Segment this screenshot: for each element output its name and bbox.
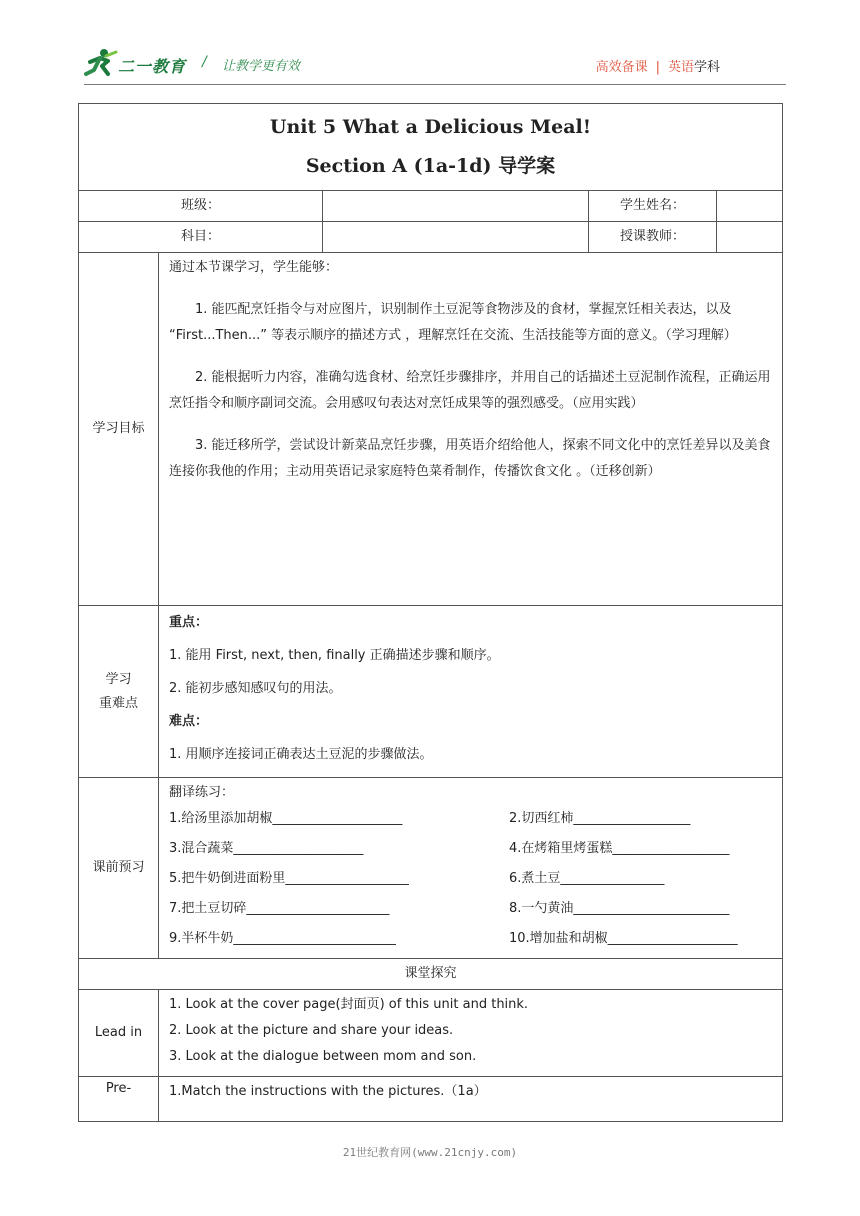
preview-item[interactable]: 5.把牛奶倒进面粉里___________________ <box>169 871 409 886</box>
runner-logo-icon <box>84 48 118 78</box>
preview-content <box>159 778 783 959</box>
lead-in-item: 1. Look at the cover page(封面页) of this unit and think. <box>169 997 529 1012</box>
header-subject-colored: 英语 <box>667 60 694 75</box>
goals-intro: 通过本节课学习，学生能够： <box>169 260 339 275</box>
preview-item[interactable]: 4.在烤箱里烤蛋糕__________________ <box>509 841 730 856</box>
preview-item[interactable]: 2.切西红柿__________________ <box>509 811 691 826</box>
pre-content <box>159 1077 783 1122</box>
teacher-label: 授课教师： <box>589 222 717 253</box>
header-separator: | <box>655 60 660 75</box>
student-name-field[interactable] <box>717 191 783 222</box>
key-item: 2. 能初步感知感叹句的用法。 <box>169 681 342 696</box>
header-divider <box>84 84 786 85</box>
header-slash: / <box>202 54 207 70</box>
goals-content <box>159 253 783 606</box>
preview-item[interactable]: 8.一勺黄油________________________ <box>509 901 730 916</box>
preview-item[interactable]: 9.半杯牛奶_________________________ <box>169 931 396 946</box>
preview-exercises <box>169 806 772 952</box>
page-header <box>0 0 860 90</box>
goal-item: 3. 能迁移所学，尝试设计新菜品烹饪步骤，用英语介绍给他人，探索不同文化中的烹饪差异以及美食连接你我他的作用；主动用英语记录家庭特色菜肴制作，传播饮食文化 。（迁移创新） <box>169 438 771 479</box>
goal-item: 1. 能匹配烹饪指令与对应图片，识别制作土豆泥等食物涉及的食材，掌握烹饪相关表达，以及 “First...Then...” 等表示顺序的描述方式 ，理解烹饪在交流、生活技能等方面的意义。（学习理解） <box>169 302 737 343</box>
pre-label: Pre- <box>79 1077 159 1122</box>
lead-in-label: Lead in <box>79 990 159 1077</box>
student-name-label: 学生姓名： <box>589 191 717 222</box>
subject-field[interactable] <box>323 222 589 253</box>
brand-slogan: 让教学更有效 <box>222 59 301 74</box>
teacher-field[interactable] <box>717 222 783 253</box>
preview-item[interactable]: 10.增加盐和胡椒____________________ <box>509 931 738 946</box>
preview-heading: 翻译练习： <box>169 785 235 800</box>
lead-in-content <box>159 990 783 1077</box>
header-prep-label: 高效备课 <box>595 60 648 75</box>
goals-label: 学习目标 <box>79 253 159 606</box>
difficult-item: 1. 用顺序连接词正确表达土豆泥的步骤做法。 <box>169 747 433 762</box>
goal-item: 2. 能根据听力内容，准确勾选食材、给烹饪步骤排序，并用自己的话描述土豆泥制作流程，正确运用烹饪指令和顺序副词交流。会用感叹句表达对烹饪成果等的强烈感受。（应用实践） <box>169 370 771 411</box>
pre-item: 1.Match the instructions with the pictures.（1a） <box>169 1084 487 1099</box>
preview-item[interactable]: 7.把土豆切碎______________________ <box>169 901 390 916</box>
preview-label: 课前预习 <box>79 778 159 959</box>
key-points-label-line2: 重难点 <box>98 695 138 711</box>
class-label: 班级： <box>79 191 323 222</box>
brand-name: 二一教育 <box>118 57 187 76</box>
header-subject <box>596 56 720 75</box>
preview-item[interactable]: 1.给汤里添加胡椒____________________ <box>169 811 403 826</box>
key-points-content <box>159 606 783 778</box>
class-field[interactable] <box>323 191 589 222</box>
lead-in-item: 3. Look at the dialogue between mom and son. <box>169 1049 477 1064</box>
classroom-exploration-heading: 课堂探究 <box>79 959 783 990</box>
page-footer[interactable]: 21世纪教育网(www.21cnjy.com) <box>342 1146 518 1159</box>
key-heading: 重点： <box>169 615 209 630</box>
study-guide-table <box>78 103 783 1122</box>
key-points-label-line1: 学习 <box>105 671 132 687</box>
preview-item[interactable]: 3.混合蔬菜____________________ <box>169 841 364 856</box>
section-title: Section A (1a-1d) 导学案 <box>305 155 556 177</box>
header-subject-dark: 学科 <box>693 60 720 75</box>
key-points-label <box>79 606 159 778</box>
preview-item[interactable]: 6.煮土豆________________ <box>509 871 665 886</box>
title-cell <box>79 104 783 191</box>
key-item: 1. 能用 First, next, then, finally 正确描述步骤和顺序。 <box>169 648 500 663</box>
difficult-heading: 难点： <box>169 714 209 729</box>
lead-in-item: 2. Look at the picture and share your ideas. <box>169 1023 454 1038</box>
subject-label: 科目： <box>79 222 323 253</box>
unit-title: Unit 5 What a Delicious Meal! <box>269 116 592 138</box>
